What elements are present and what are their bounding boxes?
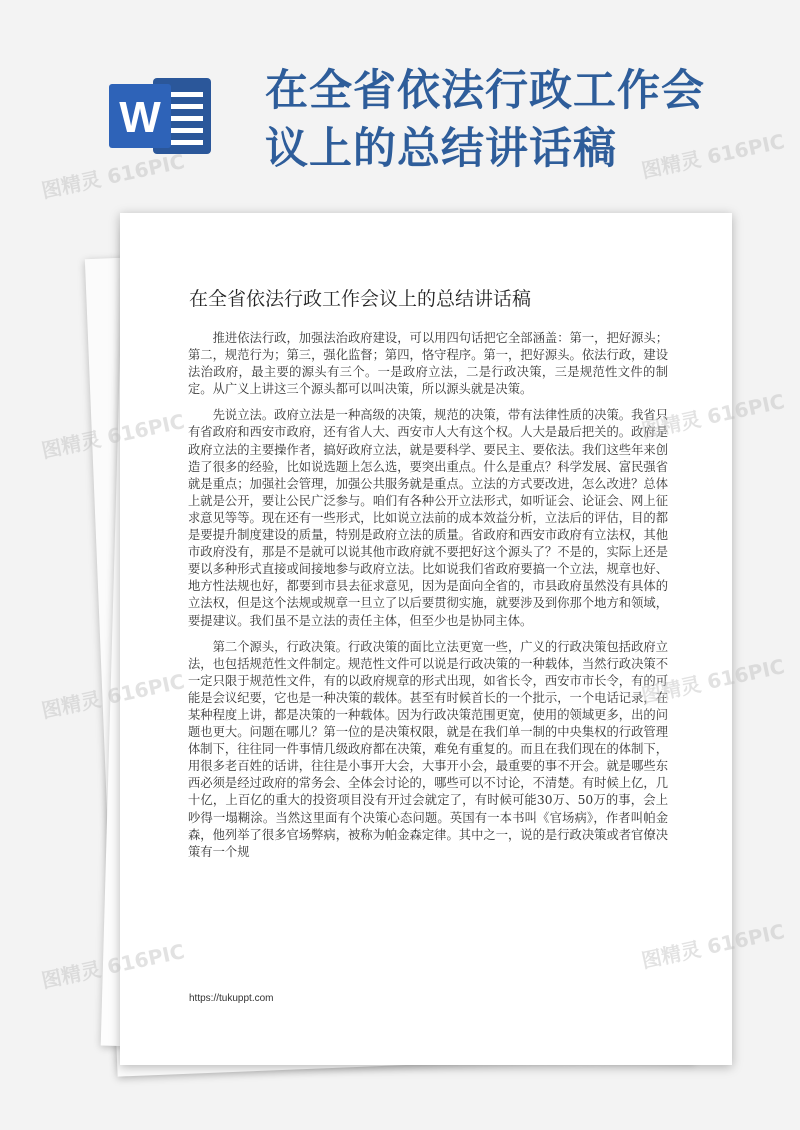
page-title-line2: 议上的总结讲话稿 (265, 124, 617, 174)
document-body (188, 330, 668, 870)
page-title-line1: 在全省依法行政工作会 (265, 66, 705, 116)
paragraph: 推进依法行政，加强法治政府建设，可以用四句话把它全部涵盖：第一，把好源头；第二，规范行为；第三，强化监督；第四，恪守程序。第一，把好源头。依法行政，建设法治政府，最主要的源头有三个。一是政府立法，二是行政决策，三是规范性文件的制定。从广义上讲这三个源头都可以叫决策，所以源头就是决策。 (188, 331, 668, 397)
watermark: 图精灵 616PIC (39, 669, 187, 723)
footer-url: https://tukuppt.com (189, 993, 274, 1004)
watermark: 图精灵 616PIC (639, 919, 787, 973)
watermark: 图精灵 616PIC (639, 654, 787, 708)
logo-letter: W (119, 93, 161, 142)
paragraph: 第二个源头，行政决策。行政决策的面比立法更宽一些，广义的行政决策包括政府立法，也包括规范性文件制定。规范性文件可以说是行政决策的一种载体，当然行政决策不一定只限于规范性文件，有的以政府规章的形式出现，如省长令，西安市市长令，有的可能是会议纪要，它也是一种决策的载体。甚至有时候首长的一个批示，一个电话记录，在某种程度上讲，都是决策的一种载体。因为行政决策范围更宽，使用的领域更多，出的问题也更大。问题在哪儿？第一位的是决策权限，就是在我们单一制的中央集权的行政管理体制下，往往同一件事情几级政府都在决策，难免有重复的。而且在我们现在的体制下，用很多老百姓的话讲，往往是小事开大会，大事开小会，最重要的事不开会。就是哪些东西必须是经过政府的常务会、全体会讨论的，哪些可以不讨论，不清楚。有时候上亿，几十亿，上百亿的重大的投资项目没有开过会就定了，有时候可能30万、50万的事，会上吵得一塌糊涂。当然这里面有个决策心态问题。英国有一本书叫《官场病》，作者叫帕金森，他列举了很多官场弊病，被称为帕金森定律。其中之一，说的是行政决策或者官僚决策有一个规 (188, 639, 668, 859)
watermark: 图精灵 616PIC (39, 939, 187, 993)
watermark: 图精灵 616PIC (39, 149, 187, 203)
watermark: 图精灵 616PIC (639, 129, 787, 183)
document-page (120, 213, 732, 1065)
document-title: 在全省依法行政工作会议上的总结讲话稿 (189, 288, 532, 310)
watermark: 图精灵 616PIC (639, 389, 787, 443)
watermark: 图精灵 616PIC (39, 409, 187, 463)
word-logo-icon (107, 70, 215, 162)
page-title (265, 62, 785, 178)
paragraph: 先说立法。政府立法是一种高级的决策，规范的决策，带有法律性质的决策。我省只有省政府和西安市政府，还有省人大、西安市人大有这个权。人大是最后把关的。政府是政府立法的主要操作者，搞好政府立法，就是要科学、要民主、要依法。我们这些年来创造了很多的经验，比如说选题上怎么选，要突出重点。什么是重点？科学发展、富民强省就是重点；加强社会管理，加强公共服务就是重点。立法的方式要改进，怎么改进？总体上就是公开，要让公民广泛参与。咱们有各种公开立法形式，如听证会、论证会、网上征求意见等等。现在还有一些形式，比如说立法前的成本效益分析，立法后的评估，目的都是要提升制度建设的质量，特别是政府立法的质量。省政府和西安市政府有立法权，其他市政府没有，那是不是就可以说其他市政府就不要把好这个源头了？不是的，实际上还是要以多种形式直接或间接地参与政府立法。比如说我们省政府要搞一个立法，规章也好、地方性法规也好，都要到市县去征求意见，因为是面向全省的，市县政府虽然没有具体的立法权，但是这个法规或规章一旦立了以后要贯彻实施，就要涉及到你那个地方和领域，要提建议。我们虽不是立法的责任主体，但至少也是协同主体。 (188, 408, 668, 628)
